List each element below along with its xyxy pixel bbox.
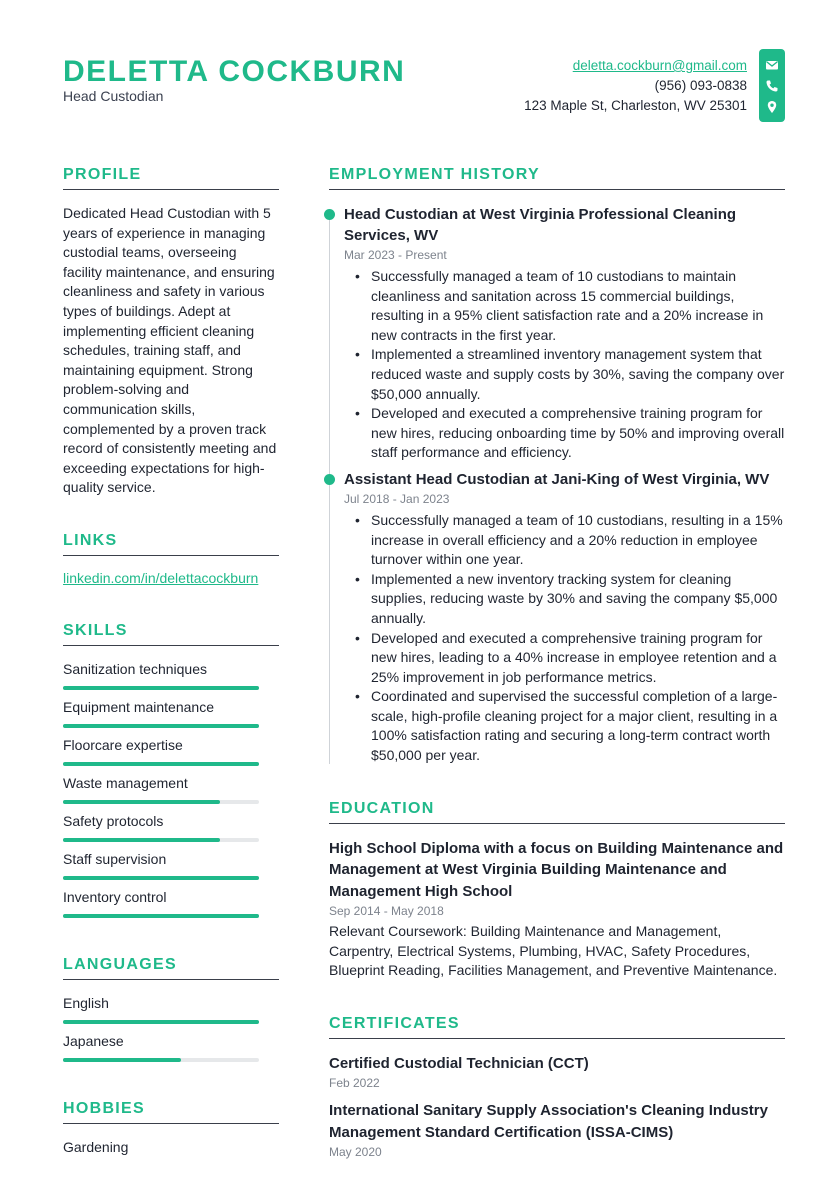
location-pin-icon bbox=[765, 100, 779, 114]
timeline-dot bbox=[324, 474, 335, 485]
job-bullets bbox=[344, 511, 785, 766]
resume-header bbox=[63, 52, 785, 124]
skill-name: Inventory control bbox=[63, 888, 167, 905]
contact-icon-bar bbox=[759, 49, 785, 122]
skill-item bbox=[63, 660, 279, 698]
level-bar-fill bbox=[63, 1020, 259, 1024]
level-bar-fill bbox=[63, 1058, 181, 1062]
certificate-item bbox=[329, 1100, 785, 1161]
job-title: Assistant Head Custodian at Jani-King of West Virginia, WV bbox=[344, 470, 770, 488]
job-bullet: • Developed and executed a comprehensive training program for new hires, leading to a 40% increase in employee retention and a 25% improvement in job performance metrics. bbox=[344, 629, 785, 688]
profile-text: Dedicated Head Custodian with 5 years of experience in managing custodial teams, overseeing facility maintenance, and ensuring cleanliness and safety in various types of buildings. Adept at implementing efficient cleaning schedules, training staff, and maintaining equipment. Strong problem-solving and communication skills, complemented by a proven track record of consistently meeting and exceeding expectations for high-quality service. bbox=[63, 205, 277, 496]
job-bullet: • Implemented a streamlined inventory management system that reduced waste and supply costs by 30%, saving the company over $50,000 annually. bbox=[344, 345, 785, 404]
jobs-list bbox=[329, 204, 785, 766]
right-column bbox=[329, 166, 785, 1161]
hobby-item: Gardening bbox=[63, 1138, 129, 1155]
level-bar-track bbox=[63, 1058, 259, 1062]
job-bullets bbox=[344, 267, 785, 463]
skill-name: Staff supervision bbox=[63, 850, 167, 867]
skill-item bbox=[63, 698, 279, 736]
skill-item bbox=[63, 888, 279, 926]
level-bar-fill bbox=[63, 762, 259, 766]
level-bar-track bbox=[63, 762, 259, 766]
linkedin-link[interactable]: linkedin.com/in/delettacockburn bbox=[63, 569, 259, 586]
level-bar-fill bbox=[63, 800, 220, 804]
language-name: Japanese bbox=[63, 1032, 124, 1049]
job-entry bbox=[329, 469, 785, 766]
skill-name: Floorcare expertise bbox=[63, 736, 183, 753]
level-bar-track bbox=[63, 914, 259, 918]
level-bar-track bbox=[63, 838, 259, 842]
languages-list bbox=[63, 994, 279, 1070]
contact-info bbox=[524, 56, 747, 116]
certificate-title: International Sanitary Supply Association's Cleaning Industry Management Standard Certification (ISSA-CIMS) bbox=[329, 1102, 768, 1141]
address: 123 Maple St, Charleston, WV 25301 bbox=[524, 98, 747, 113]
education-heading: EDUCATION bbox=[329, 800, 785, 824]
candidate-role: Head Custodian bbox=[63, 88, 164, 104]
skill-name: Safety protocols bbox=[63, 812, 164, 829]
education-date: Sep 2014 - May 2018 bbox=[329, 904, 444, 919]
job-entry bbox=[329, 204, 785, 463]
phone-icon bbox=[765, 79, 779, 93]
level-bar-fill bbox=[63, 838, 220, 842]
envelope-icon bbox=[765, 58, 779, 72]
skills-heading: SKILLS bbox=[63, 622, 279, 646]
job-date: Mar 2023 - Present bbox=[344, 248, 447, 262]
level-bar-track bbox=[63, 876, 259, 880]
job-date: Jul 2018 - Jan 2023 bbox=[344, 491, 450, 506]
timeline-dot bbox=[324, 209, 335, 220]
certificate-item bbox=[329, 1053, 785, 1093]
skills-list bbox=[63, 660, 279, 926]
education-title: High School Diploma with a focus on Building Maintenance and Management at West Virginia Building Maintenance and Management High School bbox=[329, 839, 784, 900]
language-name: English bbox=[63, 994, 109, 1011]
skill-item bbox=[63, 812, 279, 850]
skill-name: Sanitization techniques bbox=[63, 660, 207, 677]
level-bar-fill bbox=[63, 914, 259, 918]
job-title: Head Custodian at West Virginia Professional Cleaning Services, WV bbox=[344, 206, 737, 244]
links-heading: LINKS bbox=[63, 532, 279, 556]
level-bar-fill bbox=[63, 724, 259, 728]
phone-number: (956) 093-0838 bbox=[654, 78, 747, 93]
languages-heading: LANGUAGES bbox=[63, 956, 279, 980]
candidate-name: DELETTA COCKBURN bbox=[63, 55, 406, 88]
education-description: Relevant Coursework: Building Maintenance and Management, Carpentry, Electrical Systems, Plumbing, HVAC, Safety Procedures, Blueprint Reading, Facilities Management, and Preventive Maintenance. bbox=[329, 923, 778, 979]
email-link[interactable]: deletta.cockburn@gmail.com bbox=[572, 58, 747, 73]
job-bullet: • Successfully managed a team of 10 custodians, resulting in a 15% increase in overall efficiency and a 20% reduction in employee turnover within one year. bbox=[344, 511, 785, 570]
left-column bbox=[63, 166, 279, 1156]
level-bar-fill bbox=[63, 686, 259, 690]
job-bullet: • Coordinated and supervised the successful completion of a large-scale, high-profile cleaning project for a major client, resulting in a 100% satisfaction rating and securing a long-term contract worth $50,000 per year. bbox=[344, 687, 785, 765]
certificate-date: Feb 2022 bbox=[329, 1076, 380, 1091]
education-item bbox=[329, 838, 785, 981]
language-item bbox=[63, 994, 279, 1032]
skill-name: Waste management bbox=[63, 774, 188, 791]
level-bar-track bbox=[63, 686, 259, 690]
level-bar-track bbox=[63, 800, 259, 804]
language-item bbox=[63, 1032, 279, 1070]
profile-heading: PROFILE bbox=[63, 166, 279, 190]
certificate-title: Certified Custodial Technician (CCT) bbox=[329, 1054, 589, 1072]
job-bullet: • Developed and executed a comprehensive training program for new hires, reducing onboarding time by 50% and improving overall staff performance and efficiency. bbox=[344, 404, 785, 463]
skill-item bbox=[63, 850, 279, 888]
hobbies-heading: HOBBIES bbox=[63, 1100, 279, 1124]
skill-item bbox=[63, 736, 279, 774]
certificates-heading: CERTIFICATES bbox=[329, 1015, 785, 1039]
level-bar-track bbox=[63, 724, 259, 728]
job-bullet: • Implemented a new inventory tracking system for cleaning supplies, reducing waste by 30% and saving the company $5,000 annually. bbox=[344, 570, 785, 629]
skill-name: Equipment maintenance bbox=[63, 698, 214, 715]
job-bullet: • Successfully managed a team of 10 custodians to maintain cleanliness and sanitation across 15 commercial buildings, resulting in a 95% client satisfaction rate and a 20% increase in new contracts in the first year. bbox=[344, 267, 785, 345]
level-bar-fill bbox=[63, 876, 259, 880]
certificate-date: May 2020 bbox=[329, 1145, 382, 1160]
level-bar-track bbox=[63, 1020, 259, 1024]
employment-heading: EMPLOYMENT HISTORY bbox=[329, 166, 785, 190]
skill-item bbox=[63, 774, 279, 812]
